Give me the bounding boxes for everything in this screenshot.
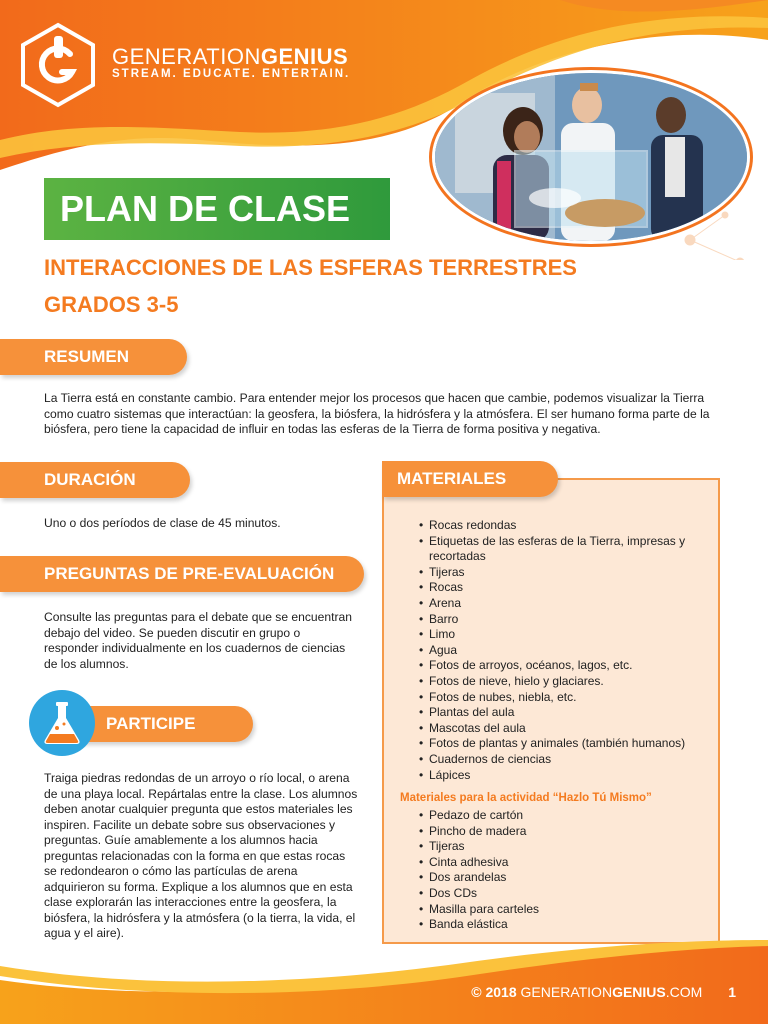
list-item: • Dos arandelas xyxy=(419,870,704,886)
brand-name-bold: GENIUS xyxy=(260,44,349,69)
flask-icon xyxy=(27,688,97,758)
classroom-photo xyxy=(432,70,750,244)
grade-range: GRADOS 3-5 xyxy=(44,292,179,317)
footer-background xyxy=(0,940,768,1024)
footer xyxy=(471,984,736,1000)
list-item: • Rocas redondas xyxy=(419,518,704,534)
list-item: • Etiquetas de las esferas de la Tierra, impresas y recortadas xyxy=(419,534,704,565)
list-item: • Plantas del aula xyxy=(419,705,704,721)
list-item: • Rocas xyxy=(419,580,704,596)
preguntas-text: Consulte las preguntas para el debate que se encuentran debajo del video. Se pueden discutir en grupo o responder individualmente en los cuadernos de ciencias de los alumnos. xyxy=(44,610,352,671)
list-item: • Cuadernos de ciencias xyxy=(419,752,704,768)
footer-copyright: © 2018 xyxy=(471,984,521,1000)
list-item: • Fotos de arroyos, océanos, lagos, etc. xyxy=(419,658,704,674)
section-tab-resumen xyxy=(0,339,187,375)
section-tab-duracion xyxy=(0,462,190,498)
brand-tagline: STREAM. EDUCATE. ENTERTAIN. xyxy=(112,68,351,80)
section-heading-preguntas: PREGUNTAS DE PRE-EVALUACIÓN xyxy=(44,564,335,583)
list-item: • Barro xyxy=(419,612,704,628)
list-item: • Pincho de madera xyxy=(419,824,704,840)
list-item: • Tijeras xyxy=(419,565,704,581)
materials-list xyxy=(419,518,704,783)
list-item: • Fotos de nieve, hielo y glaciares. xyxy=(419,674,704,690)
section-heading-resumen: RESUMEN xyxy=(44,347,130,366)
section-heading-participe: PARTICIPE xyxy=(106,714,196,733)
materials-box xyxy=(382,478,720,944)
duracion-text: Uno o dos períodos de clase de 45 minutos. xyxy=(44,516,281,530)
list-item: • Agua xyxy=(419,643,704,659)
list-item: • Fotos de nubes, niebla, etc. xyxy=(419,690,704,706)
list-item: • Limo xyxy=(419,627,704,643)
lesson-plan-label: PLAN DE CLASE xyxy=(44,178,390,240)
list-item: • Cinta adhesiva xyxy=(419,855,704,871)
section-tab-materiales xyxy=(382,461,558,497)
footer-site-light: GENERATION xyxy=(520,984,613,1000)
section-heading-duracion: DURACIÓN xyxy=(44,470,136,489)
footer-site-bold: GENIUS xyxy=(612,984,666,1000)
list-item: • Pedazo de cartón xyxy=(419,808,704,824)
diy-materials-list xyxy=(419,808,704,933)
lesson-title: INTERACCIONES DE LAS ESFERAS TERRESTRES xyxy=(44,255,577,280)
generation-genius-logo-icon xyxy=(18,22,98,108)
list-item: • Fotos de plantas y animales (también humanos) xyxy=(419,736,704,752)
section-tab-preguntas xyxy=(0,556,364,592)
page-number: 1 xyxy=(728,984,736,1000)
resumen-text: La Tierra está en constante cambio. Para entender mejor los procesos que hacen que cambie, podemos visualizar la Tierra como cuatro sistemas que interactúan: la geosfera, la biósfera, la hidrósfera y la atmósfera. El ser humano forma parte de la biósfera, pero tiene la capacidad de influir en todas las esferas de la Tierra de forma positiva y negativa. xyxy=(44,391,710,436)
brand-name-light: GENERATION xyxy=(112,44,261,69)
diy-materials-heading: Materiales para la actividad “Hazlo Tú Mismo” xyxy=(400,792,652,804)
list-item: • Mascotas del aula xyxy=(419,721,704,737)
brand-name xyxy=(112,44,348,70)
list-item: • Arena xyxy=(419,596,704,612)
footer-site-suffix: .COM xyxy=(665,984,703,1000)
list-item: • Masilla para carteles xyxy=(419,902,704,918)
list-item: • Lápices xyxy=(419,768,704,784)
participe-text: Traiga piedras redondas de un arroyo o río local, o arena de una playa local. Repártalas entre la clase. Los alumnos deben anotar cualquier pregunta que estos materiales les inspiren. Facilite un debate sobre sus observaciones y preguntas. Guíe amablemente a los alumnos hacia preguntas relacionadas con la forma en que estas rocas se redondearon o cómo las partículas de arena adquirieron su forma. Explique a los alumnos que en esta clase explorarán las interacciones entre la geosfera, la biósfera, la hidrósfera y la atmósfera (o la tierra, la vida, el agua y el aire). xyxy=(44,771,358,940)
list-item: • Banda elástica xyxy=(419,917,704,933)
section-heading-materiales: MATERIALES xyxy=(397,469,507,488)
list-item: • Dos CDs xyxy=(419,886,704,902)
list-item: • Tijeras xyxy=(419,839,704,855)
